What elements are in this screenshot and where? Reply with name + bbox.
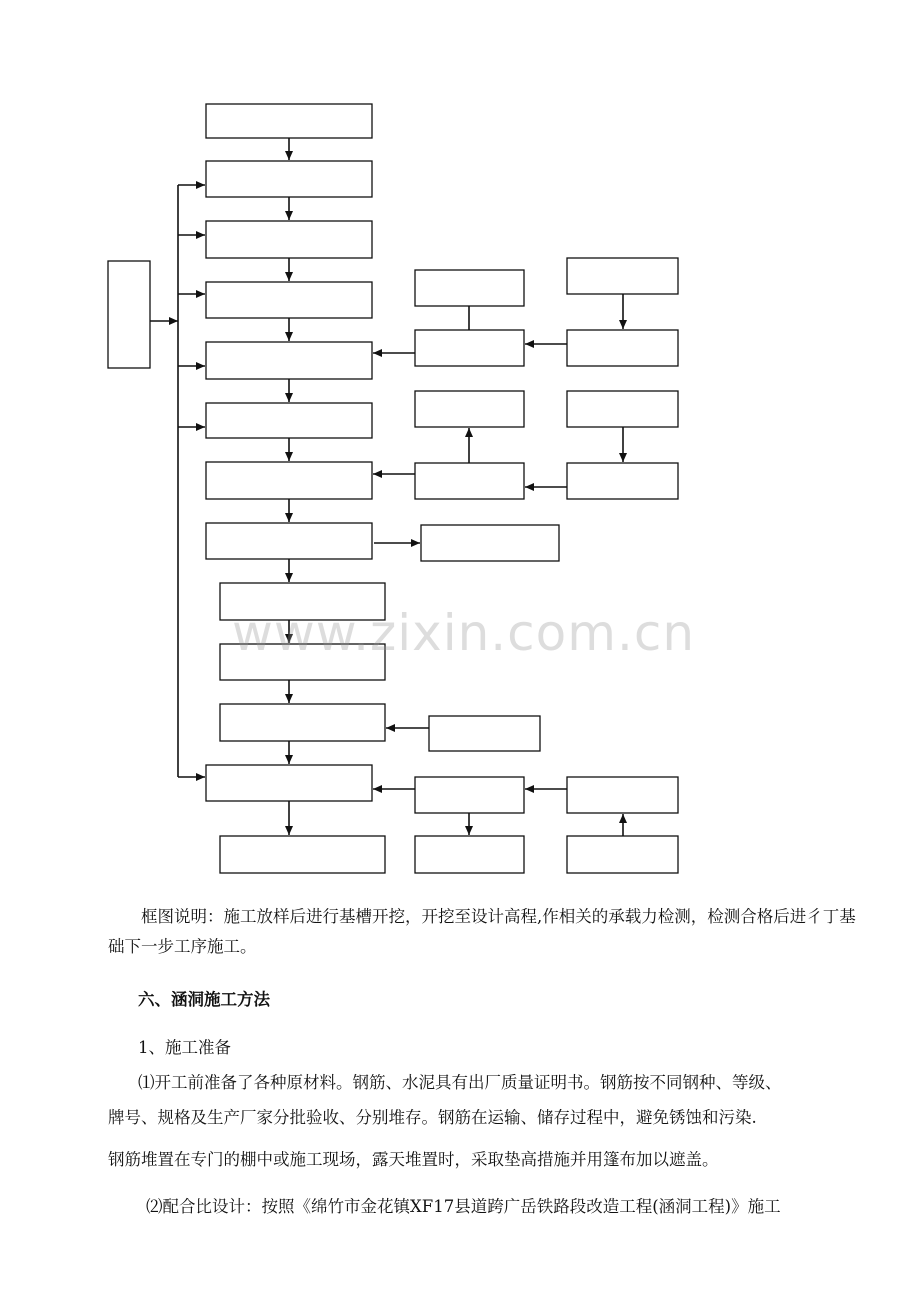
paragraph-1-line-1: ⑴开工前准备了各种原材料。钢筋、水泥具有出厂质量证明书。钢筋按不同钢种、等级、 xyxy=(138,1073,782,1092)
flow-box-main-6 xyxy=(206,403,372,438)
flow-box-main-12 xyxy=(206,765,372,801)
flow-box-main-11 xyxy=(220,704,385,741)
flow-box-main-1 xyxy=(206,104,372,138)
flow-box-r3b xyxy=(567,391,678,427)
subsection-heading: 1、施工准备 xyxy=(138,1038,231,1057)
flow-box-r1a xyxy=(415,270,524,306)
flow-box-r4b xyxy=(567,463,678,499)
flow-box-main-2 xyxy=(206,161,372,197)
flow-box-r2b xyxy=(567,330,678,366)
paragraph-1-line-3: 钢筋堆置在专门的棚中或施工现场，露天堆置时，采取垫高措施并用篷布加以遮盖。 xyxy=(108,1150,719,1169)
flow-box-main-5 xyxy=(206,342,372,379)
flow-box-r6 xyxy=(429,716,540,751)
flow-box-left xyxy=(108,261,150,368)
paragraph-1-line-2: 牌号、规格及生产厂家分批验收、分别堆存。钢筋在运输、储存过程中，避免锈蚀和污染. xyxy=(108,1108,757,1127)
flow-box-r2a xyxy=(415,330,524,366)
section-heading: 六、涵洞施工方法 xyxy=(138,990,270,1009)
flow-box-r7b xyxy=(567,777,678,813)
flow-box-r8a xyxy=(415,836,524,873)
paragraph-2-line-1: ⑵配合比设计：按照《绵竹市金花镇XF17县道跨广岳铁路段改造工程(涵洞工程)》施工 xyxy=(146,1197,781,1216)
flow-box-r5 xyxy=(421,525,559,561)
flow-box-r8b xyxy=(567,836,678,873)
flow-box-r7a xyxy=(415,777,524,813)
diagram-caption: 框图说明：施工放样后进行基槽开挖，开挖至设计高程,作相关的承载力检测，检测合格后进彳丁基础下一步工序施工。 xyxy=(108,907,856,956)
watermark-text: www.zixin.com.cn xyxy=(232,604,696,662)
flow-box-r3a xyxy=(415,391,524,427)
flow-box-main-3 xyxy=(206,221,372,258)
flow-box-r1b xyxy=(567,258,678,294)
flow-box-r4a xyxy=(415,463,524,499)
flow-box-main-4 xyxy=(206,282,372,318)
flow-box-main-8 xyxy=(206,523,372,559)
flow-box-main-13 xyxy=(220,836,385,873)
flow-box-main-7 xyxy=(206,462,372,499)
